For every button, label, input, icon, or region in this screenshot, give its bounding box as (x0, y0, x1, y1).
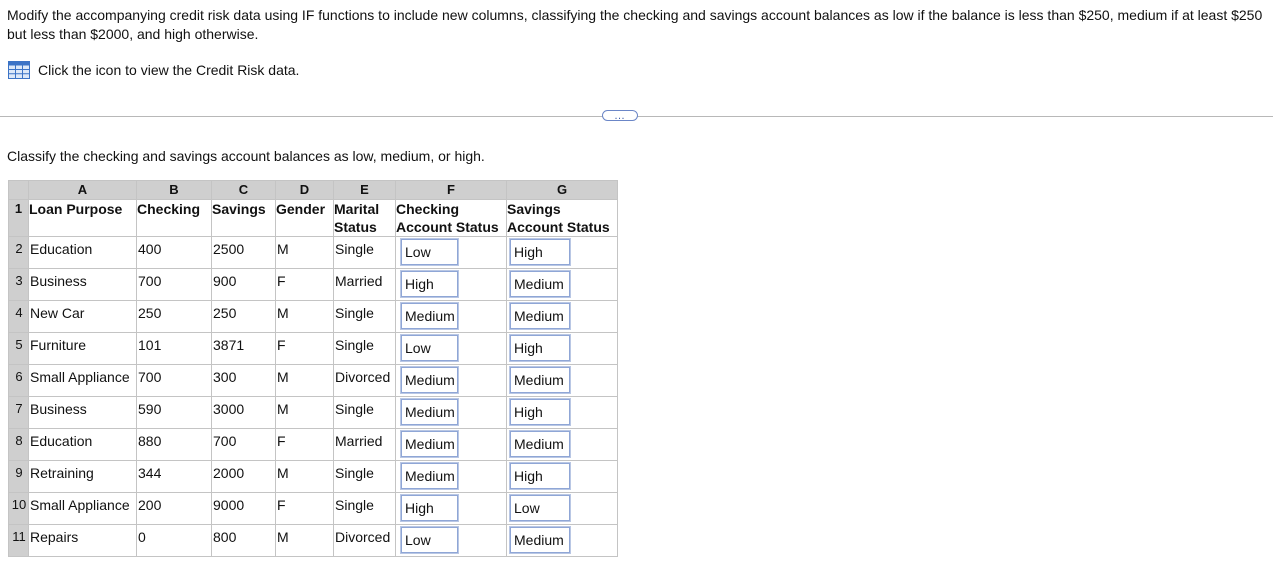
loan-purpose-cell: Education (29, 429, 137, 461)
checking-cell: 344 (137, 461, 212, 493)
checking-status-input[interactable]: High (400, 494, 459, 522)
checking-status-cell (396, 269, 507, 301)
table-row (9, 333, 618, 365)
checking-status-input[interactable]: Medium (400, 398, 459, 426)
savings-status-cell (507, 429, 618, 461)
table-row (9, 461, 618, 493)
loan-purpose-cell: Repairs (29, 525, 137, 557)
instruction-text: Classify the checking and savings account balances as low, medium, or high. (7, 148, 485, 164)
checking-status-cell (396, 461, 507, 493)
table-row (9, 525, 618, 557)
gender-cell: F (276, 269, 334, 301)
gender-cell: M (276, 237, 334, 269)
header-savings-status: Savings Account Status (507, 200, 618, 237)
checking-status-cell (396, 397, 507, 429)
column-letter-row (9, 181, 618, 200)
savings-status-cell (507, 333, 618, 365)
marital-status-cell: Single (334, 461, 396, 493)
header-checking: Checking (137, 200, 212, 237)
marital-status-cell: Single (334, 493, 396, 525)
marital-status-cell: Divorced (334, 525, 396, 557)
savings-cell: 700 (212, 429, 276, 461)
table-row (9, 269, 618, 301)
header-loan-purpose: Loan Purpose (29, 200, 137, 237)
row-number: 9 (9, 461, 29, 493)
corner-cell (9, 181, 29, 200)
marital-status-cell: Divorced (334, 365, 396, 397)
row-number: 1 (9, 200, 29, 237)
marital-status-cell: Married (334, 269, 396, 301)
loan-purpose-cell: Education (29, 237, 137, 269)
checking-status-cell (396, 301, 507, 333)
data-link-label[interactable]: Click the icon to view the Credit Risk data. (38, 62, 300, 78)
savings-status-input[interactable]: High (509, 238, 571, 266)
checking-status-input[interactable]: Medium (400, 430, 459, 458)
savings-status-input[interactable]: Medium (509, 526, 571, 554)
savings-status-input[interactable]: High (509, 462, 571, 490)
savings-status-input[interactable]: Medium (509, 430, 571, 458)
savings-cell: 3871 (212, 333, 276, 365)
header-row (9, 200, 618, 237)
col-letter-b: B (137, 181, 212, 200)
savings-status-cell (507, 237, 618, 269)
savings-cell: 800 (212, 525, 276, 557)
header-savings: Savings (212, 200, 276, 237)
col-letter-d: D (276, 181, 334, 200)
row-number: 2 (9, 237, 29, 269)
savings-status-cell (507, 525, 618, 557)
checking-cell: 880 (137, 429, 212, 461)
row-number: 5 (9, 333, 29, 365)
checking-status-cell (396, 237, 507, 269)
checking-status-input[interactable]: Medium (400, 366, 459, 394)
loan-purpose-cell: Business (29, 269, 137, 301)
checking-status-cell (396, 333, 507, 365)
checking-status-input[interactable]: Medium (400, 302, 459, 330)
row-number: 4 (9, 301, 29, 333)
checking-cell: 250 (137, 301, 212, 333)
loan-purpose-cell: New Car (29, 301, 137, 333)
gender-cell: M (276, 301, 334, 333)
table-row (9, 365, 618, 397)
loan-purpose-cell: Business (29, 397, 137, 429)
loan-purpose-cell: Retraining (29, 461, 137, 493)
marital-status-cell: Single (334, 397, 396, 429)
header-gender: Gender (276, 200, 334, 237)
savings-status-input[interactable]: High (509, 398, 571, 426)
savings-status-input[interactable]: Low (509, 494, 571, 522)
checking-cell: 0 (137, 525, 212, 557)
col-letter-e: E (334, 181, 396, 200)
checking-status-input[interactable]: Medium (400, 462, 459, 490)
col-letter-g: G (507, 181, 618, 200)
checking-cell: 590 (137, 397, 212, 429)
checking-cell: 101 (137, 333, 212, 365)
marital-status-cell: Single (334, 237, 396, 269)
row-number: 8 (9, 429, 29, 461)
savings-status-cell (507, 301, 618, 333)
checking-status-input[interactable]: Low (400, 526, 459, 554)
checking-cell: 200 (137, 493, 212, 525)
gender-cell: F (276, 493, 334, 525)
row-number: 10 (9, 493, 29, 525)
savings-status-input[interactable]: Medium (509, 366, 571, 394)
spreadsheet-grid-icon[interactable] (8, 61, 30, 79)
more-button[interactable]: … (602, 110, 638, 121)
checking-status-cell (396, 525, 507, 557)
row-number: 6 (9, 365, 29, 397)
gender-cell: M (276, 525, 334, 557)
marital-status-cell: Single (334, 333, 396, 365)
gender-cell: F (276, 429, 334, 461)
table-row (9, 493, 618, 525)
savings-status-cell (507, 365, 618, 397)
col-letter-f: F (396, 181, 507, 200)
col-letter-c: C (212, 181, 276, 200)
loan-purpose-cell: Small Appliance (29, 493, 137, 525)
checking-cell: 700 (137, 365, 212, 397)
gender-cell: M (276, 365, 334, 397)
savings-status-input[interactable]: Medium (509, 270, 571, 298)
row-number: 11 (9, 525, 29, 557)
savings-status-cell (507, 269, 618, 301)
loan-purpose-cell: Small Appliance (29, 365, 137, 397)
checking-cell: 700 (137, 269, 212, 301)
gender-cell: M (276, 461, 334, 493)
header-marital-status: Marital Status (334, 200, 396, 237)
table-row (9, 301, 618, 333)
savings-status-cell (507, 461, 618, 493)
savings-status-cell (507, 493, 618, 525)
marital-status-cell: Single (334, 301, 396, 333)
table-row (9, 237, 618, 269)
row-number: 7 (9, 397, 29, 429)
savings-status-input[interactable]: Medium (509, 302, 571, 330)
savings-cell: 9000 (212, 493, 276, 525)
savings-cell: 900 (212, 269, 276, 301)
checking-status-cell (396, 493, 507, 525)
row-number: 3 (9, 269, 29, 301)
question-text: Modify the accompanying credit risk data using IF functions to include new columns, classifying the checking and savings account balances as low if the balance is less than $250, medium if at least $250 but less than $2000, and high otherwise. (7, 7, 1263, 42)
savings-cell: 300 (212, 365, 276, 397)
checking-status-input[interactable]: Low (400, 334, 459, 362)
savings-cell: 2000 (212, 461, 276, 493)
savings-status-cell (507, 397, 618, 429)
savings-status-input[interactable]: High (509, 334, 571, 362)
table-row (9, 397, 618, 429)
checking-status-cell (396, 365, 507, 397)
checking-cell: 400 (137, 237, 212, 269)
savings-cell: 3000 (212, 397, 276, 429)
loan-purpose-cell: Furniture (29, 333, 137, 365)
gender-cell: M (276, 397, 334, 429)
savings-cell: 2500 (212, 237, 276, 269)
credit-risk-sheet (8, 180, 618, 557)
header-checking-status: Checking Account Status (396, 200, 507, 237)
gender-cell: F (276, 333, 334, 365)
data-link[interactable] (8, 61, 299, 79)
checking-status-input[interactable]: High (400, 270, 459, 298)
col-letter-a: A (29, 181, 137, 200)
table-row (9, 429, 618, 461)
checking-status-cell (396, 429, 507, 461)
checking-status-input[interactable]: Low (400, 238, 459, 266)
savings-cell: 250 (212, 301, 276, 333)
marital-status-cell: Married (334, 429, 396, 461)
